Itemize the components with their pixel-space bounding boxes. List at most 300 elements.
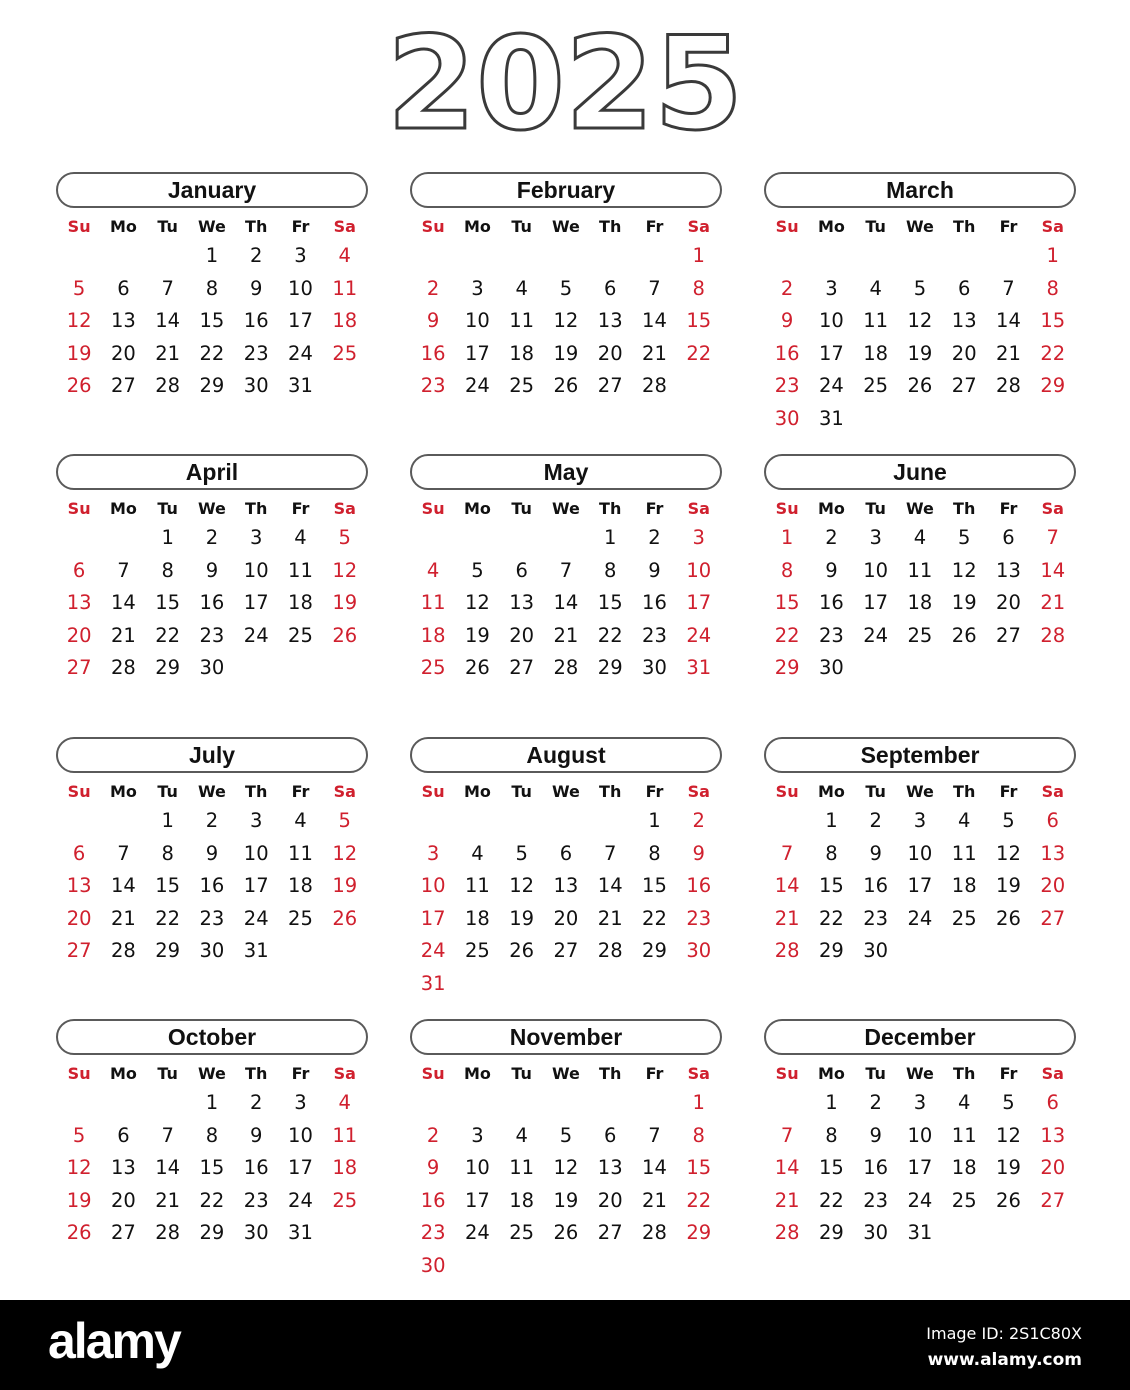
day-cell: 21 <box>642 341 667 365</box>
day-cell: 10 <box>907 1123 933 1147</box>
day-cell: 6 <box>957 276 971 300</box>
weekday-label: Th <box>953 217 976 236</box>
empty-day-cell <box>411 240 455 273</box>
week-row <box>411 620 721 653</box>
empty-day-cell <box>323 935 367 968</box>
day-cell: 27 <box>597 1221 623 1245</box>
day-cell: 22 <box>686 1188 712 1212</box>
empty-day-cell <box>588 805 632 838</box>
day-cell: 22 <box>199 1188 225 1212</box>
weekday-label: Mo <box>109 217 137 236</box>
day-cell: 28 <box>996 374 1021 398</box>
weekday-label: Mo <box>109 499 137 518</box>
day-cell: 16 <box>774 341 800 365</box>
day-cell: 5 <box>559 276 573 300</box>
weekday-label: Tu <box>157 499 178 518</box>
week-row <box>411 968 721 1001</box>
month-header: October <box>56 1019 368 1055</box>
month-october <box>56 1019 368 1250</box>
day-cell: 11 <box>332 1123 358 1147</box>
day-cell: 8 <box>161 841 174 865</box>
week-row <box>411 935 721 968</box>
day-cell: 21 <box>155 1188 181 1212</box>
weekday-label: Mo <box>817 1064 845 1083</box>
day-cell: 15 <box>199 309 225 333</box>
month-header: May <box>410 454 722 490</box>
day-cell: 26 <box>332 906 358 930</box>
day-cell: 3 <box>692 526 705 549</box>
weekday-label: Sa <box>687 499 710 518</box>
month-header: April <box>56 454 368 490</box>
day-cell: 19 <box>951 591 977 615</box>
day-cell: 24 <box>464 1221 490 1245</box>
empty-day-cell <box>544 968 588 1001</box>
day-cell: 1 <box>825 809 838 832</box>
month-march <box>764 172 1076 436</box>
week-row <box>411 273 721 306</box>
day-cell: 30 <box>642 656 667 680</box>
day-cell: 6 <box>72 841 86 865</box>
week-row <box>57 1120 367 1153</box>
empty-day-cell <box>101 522 145 555</box>
weekday-label: Th <box>599 499 622 518</box>
day-cell: 7 <box>161 276 174 300</box>
weekday-header-row <box>765 1061 1075 1087</box>
day-cell: 3 <box>426 841 440 865</box>
empty-day-cell <box>942 1217 986 1250</box>
day-cell: 4 <box>957 1091 971 1114</box>
day-cell: 31 <box>907 1221 933 1245</box>
week-row <box>411 305 721 338</box>
day-cell: 14 <box>155 309 181 333</box>
weekday-header-row <box>765 496 1075 522</box>
week-row <box>57 1217 367 1250</box>
day-cell: 8 <box>825 841 838 865</box>
empty-day-cell <box>588 1250 632 1283</box>
day-cell: 21 <box>155 341 181 365</box>
weekday-header-row <box>57 496 367 522</box>
day-cell: 20 <box>110 341 136 365</box>
weekday-label: Fr <box>999 1064 1018 1083</box>
weekday-label: Th <box>953 1064 976 1083</box>
week-row <box>765 903 1075 936</box>
day-cell: 15 <box>818 1156 844 1180</box>
day-cell: 12 <box>464 591 490 615</box>
day-cell: 7 <box>780 841 794 865</box>
day-cell: 18 <box>951 1156 977 1180</box>
weekday-label: Fr <box>291 499 310 518</box>
day-cell: 14 <box>774 1156 800 1180</box>
month-header: July <box>56 737 368 773</box>
weekday-label: Mo <box>817 782 845 801</box>
day-cell: 7 <box>117 841 130 865</box>
day-cell: 12 <box>332 841 358 865</box>
day-cell: 29 <box>686 1221 712 1245</box>
weekday-label: Su <box>421 217 445 236</box>
day-cell: 17 <box>464 341 490 365</box>
day-cell: 12 <box>996 1123 1021 1147</box>
day-cell: 25 <box>863 374 889 398</box>
day-cell: 9 <box>692 841 705 865</box>
day-cell: 28 <box>597 939 623 963</box>
day-cell: 8 <box>692 276 705 300</box>
day-cell: 27 <box>996 623 1021 647</box>
weekday-label: Fr <box>999 217 1018 236</box>
weekday-label: Mo <box>463 499 491 518</box>
day-cell: 16 <box>243 1156 269 1180</box>
day-cell: 16 <box>199 591 225 615</box>
day-cell: 6 <box>603 276 617 300</box>
weekday-label: Th <box>599 217 622 236</box>
footer-site: www.alamy.com <box>927 1350 1082 1370</box>
day-cell: 28 <box>553 656 579 680</box>
day-cell: 12 <box>509 874 535 898</box>
day-cell: 26 <box>996 906 1021 930</box>
weekday-label: Su <box>421 499 445 518</box>
day-cell: 26 <box>951 623 977 647</box>
day-cell: 22 <box>818 1188 844 1212</box>
empty-day-cell <box>986 240 1030 273</box>
empty-day-cell <box>101 805 145 838</box>
day-cell: 5 <box>1002 1091 1015 1114</box>
weekday-label: Fr <box>645 782 664 801</box>
week-row <box>57 805 367 838</box>
empty-day-cell <box>765 805 809 838</box>
day-cell: 17 <box>818 341 844 365</box>
week-row <box>765 587 1075 620</box>
day-cell: 12 <box>332 558 358 582</box>
empty-day-cell <box>500 240 544 273</box>
weekday-label: Tu <box>865 499 886 518</box>
weekday-label: Su <box>775 1064 799 1083</box>
weekday-header-row <box>765 779 1075 805</box>
day-cell: 23 <box>642 623 667 647</box>
week-row <box>57 240 367 273</box>
empty-day-cell <box>234 652 278 685</box>
weekday-label: Tu <box>157 217 178 236</box>
empty-day-cell <box>455 805 499 838</box>
empty-day-cell <box>57 522 101 555</box>
day-cell: 6 <box>117 276 130 300</box>
day-cell: 20 <box>66 906 92 930</box>
day-cell: 28 <box>774 1221 800 1245</box>
week-row <box>411 1087 721 1120</box>
week-row <box>57 370 367 403</box>
empty-day-cell <box>898 240 942 273</box>
day-cell: 27 <box>110 1221 136 1245</box>
day-cell: 15 <box>1040 309 1066 333</box>
day-cell: 1 <box>780 526 794 549</box>
day-cell: 9 <box>825 558 838 582</box>
day-cell: 26 <box>66 374 92 398</box>
day-cell: 2 <box>869 1091 882 1114</box>
weekday-label: Tu <box>157 782 178 801</box>
week-row <box>765 838 1075 871</box>
day-cell: 17 <box>420 906 446 930</box>
empty-day-cell <box>544 805 588 838</box>
day-cell: 5 <box>957 526 971 549</box>
day-cell: 1 <box>648 809 661 832</box>
weekday-label: Sa <box>1041 1064 1064 1083</box>
day-cell: 22 <box>199 341 225 365</box>
day-cell: 20 <box>509 623 535 647</box>
day-cell: 2 <box>426 1123 440 1147</box>
week-row <box>411 1152 721 1185</box>
weekday-label: Sa <box>333 217 356 236</box>
week-row <box>765 555 1075 588</box>
day-cell: 14 <box>553 591 579 615</box>
day-cell: 3 <box>869 526 882 549</box>
day-cell: 10 <box>907 841 933 865</box>
day-cell: 12 <box>66 309 92 333</box>
empty-day-cell <box>942 652 986 685</box>
day-cell: 18 <box>907 591 933 615</box>
day-cell: 21 <box>774 1188 800 1212</box>
day-cell: 22 <box>686 341 712 365</box>
day-cell: 1 <box>161 526 174 549</box>
empty-day-cell <box>898 935 942 968</box>
day-cell: 5 <box>913 276 927 300</box>
week-row <box>411 1185 721 1218</box>
week-row <box>765 273 1075 306</box>
week-row <box>765 1185 1075 1218</box>
day-cell: 23 <box>243 1188 269 1212</box>
weekday-label: Tu <box>865 1064 886 1083</box>
day-cell: 30 <box>863 939 889 963</box>
empty-day-cell <box>632 1087 676 1120</box>
weekday-label: Su <box>67 782 91 801</box>
day-cell: 8 <box>780 558 794 582</box>
month-header: September <box>764 737 1076 773</box>
day-cell: 20 <box>996 591 1021 615</box>
day-cell: 13 <box>110 1156 136 1180</box>
day-cell: 27 <box>66 939 92 963</box>
day-cell: 21 <box>996 341 1021 365</box>
day-cell: 1 <box>205 244 219 267</box>
day-cell: 13 <box>597 309 623 333</box>
day-cell: 15 <box>199 1156 225 1180</box>
week-row <box>411 903 721 936</box>
day-cell: 28 <box>110 939 136 963</box>
weekday-header-row <box>57 779 367 805</box>
day-cell: 15 <box>597 591 623 615</box>
day-cell: 4 <box>913 526 927 549</box>
day-cell: 5 <box>559 1123 573 1147</box>
day-cell: 5 <box>72 276 86 300</box>
day-cell: 13 <box>66 591 92 615</box>
weekday-header-row <box>411 496 721 522</box>
week-row <box>765 240 1075 273</box>
day-cell: 25 <box>464 939 490 963</box>
day-cell: 21 <box>110 623 136 647</box>
weekday-label: Su <box>775 782 799 801</box>
weekday-label: Su <box>775 217 799 236</box>
day-cell: 9 <box>426 1156 440 1180</box>
day-cell: 26 <box>509 939 535 963</box>
day-cell: 11 <box>863 309 889 333</box>
empty-day-cell <box>1031 403 1075 436</box>
week-row <box>765 870 1075 903</box>
empty-day-cell <box>632 968 676 1001</box>
weekday-label: Sa <box>687 782 710 801</box>
week-row <box>57 522 367 555</box>
day-cell: 29 <box>1040 374 1066 398</box>
day-cell: 8 <box>161 558 174 582</box>
day-cell: 3 <box>294 244 307 267</box>
empty-day-cell <box>146 1087 190 1120</box>
day-cell: 25 <box>332 341 358 365</box>
weekday-label: Fr <box>291 1064 310 1083</box>
month-header: January <box>56 172 368 208</box>
day-cell: 12 <box>553 309 579 333</box>
day-cell: 8 <box>205 1123 219 1147</box>
month-june <box>764 454 1076 685</box>
day-cell: 24 <box>818 374 844 398</box>
weekday-label: We <box>197 1064 226 1083</box>
day-cell: 21 <box>553 623 579 647</box>
day-cell: 16 <box>863 874 889 898</box>
weekday-label: Su <box>67 217 91 236</box>
day-cell: 27 <box>951 374 977 398</box>
day-cell: 31 <box>243 939 269 963</box>
weekday-label: Su <box>67 499 91 518</box>
day-cell: 4 <box>515 276 528 300</box>
month-may <box>410 454 722 685</box>
empty-day-cell <box>677 370 721 403</box>
empty-day-cell <box>500 968 544 1001</box>
month-header: August <box>410 737 722 773</box>
weekday-label: Su <box>775 499 799 518</box>
day-cell: 31 <box>288 1221 313 1245</box>
day-cell: 18 <box>332 309 358 333</box>
day-cell: 25 <box>907 623 933 647</box>
week-row <box>411 838 721 871</box>
week-row <box>765 338 1075 371</box>
weekday-label: Mo <box>463 1064 491 1083</box>
day-cell: 10 <box>243 558 269 582</box>
weekday-label: Fr <box>291 782 310 801</box>
empty-day-cell <box>500 522 544 555</box>
day-cell: 23 <box>818 623 844 647</box>
day-cell: 11 <box>907 558 933 582</box>
week-row <box>765 1217 1075 1250</box>
day-cell: 9 <box>249 276 263 300</box>
day-cell: 14 <box>110 874 136 898</box>
empty-day-cell <box>898 403 942 436</box>
day-cell: 20 <box>1040 874 1066 898</box>
day-cell: 14 <box>155 1156 181 1180</box>
day-cell: 18 <box>464 906 490 930</box>
day-cell: 27 <box>1040 1188 1066 1212</box>
month-september <box>764 737 1076 968</box>
day-cell: 16 <box>642 591 667 615</box>
week-row <box>765 403 1075 436</box>
day-cell: 23 <box>199 623 225 647</box>
day-cell: 12 <box>66 1156 92 1180</box>
day-cell: 12 <box>996 841 1021 865</box>
day-cell: 25 <box>420 656 446 680</box>
day-cell: 25 <box>951 906 977 930</box>
day-cell: 14 <box>996 309 1021 333</box>
day-cell: 18 <box>420 623 446 647</box>
day-cell: 24 <box>243 623 269 647</box>
empty-day-cell <box>765 1087 809 1120</box>
day-cell: 6 <box>1002 526 1015 549</box>
empty-day-cell <box>101 1087 145 1120</box>
day-cell: 9 <box>780 309 794 333</box>
empty-day-cell <box>942 240 986 273</box>
empty-day-cell <box>323 652 367 685</box>
week-row <box>765 522 1075 555</box>
weekday-label: We <box>905 217 934 236</box>
day-cell: 28 <box>642 1221 667 1245</box>
day-cell: 29 <box>199 1221 225 1245</box>
empty-day-cell <box>588 1087 632 1120</box>
day-cell: 3 <box>249 809 263 832</box>
weekday-label: Fr <box>645 1064 664 1083</box>
weekday-label: Sa <box>333 782 356 801</box>
week-row <box>765 935 1075 968</box>
day-cell: 27 <box>110 374 136 398</box>
day-cell: 9 <box>205 841 219 865</box>
weekday-label: Fr <box>645 217 664 236</box>
day-cell: 3 <box>913 1091 927 1114</box>
day-cell: 1 <box>205 1091 219 1114</box>
day-cell: 12 <box>951 558 977 582</box>
weekday-label: Sa <box>1041 217 1064 236</box>
day-cell: 5 <box>338 809 351 832</box>
day-cell: 13 <box>509 591 535 615</box>
weekday-label: We <box>197 499 226 518</box>
day-cell: 30 <box>199 656 225 680</box>
day-cell: 19 <box>996 1156 1021 1180</box>
day-cell: 18 <box>288 874 313 898</box>
day-cell: 11 <box>420 591 446 615</box>
month-header: February <box>410 172 722 208</box>
footer-image-id: Image ID: 2S1C80X <box>926 1324 1082 1343</box>
day-cell: 1 <box>1046 244 1059 267</box>
day-cell: 16 <box>818 591 844 615</box>
day-cell: 20 <box>66 623 92 647</box>
empty-day-cell <box>146 240 190 273</box>
weekday-label: Tu <box>157 1064 178 1083</box>
day-cell: 14 <box>642 309 667 333</box>
empty-day-cell <box>588 240 632 273</box>
day-cell: 28 <box>110 656 136 680</box>
day-cell: 15 <box>686 1156 712 1180</box>
day-cell: 2 <box>825 526 838 549</box>
day-cell: 31 <box>686 656 712 680</box>
day-cell: 6 <box>117 1123 130 1147</box>
day-cell: 28 <box>642 374 667 398</box>
day-cell: 18 <box>863 341 889 365</box>
weekday-header-row <box>57 214 367 240</box>
day-cell: 18 <box>951 874 977 898</box>
day-cell: 9 <box>869 1123 882 1147</box>
day-cell: 2 <box>648 526 661 549</box>
day-cell: 5 <box>72 1123 86 1147</box>
day-cell: 22 <box>155 906 181 930</box>
empty-day-cell <box>1031 1217 1075 1250</box>
weekday-label: We <box>551 1064 580 1083</box>
day-cell: 13 <box>597 1156 623 1180</box>
weekday-label: Mo <box>463 782 491 801</box>
empty-day-cell <box>57 1087 101 1120</box>
weekday-label: Sa <box>333 1064 356 1083</box>
day-cell: 13 <box>951 309 977 333</box>
weekday-label: We <box>551 499 580 518</box>
empty-day-cell <box>323 370 367 403</box>
